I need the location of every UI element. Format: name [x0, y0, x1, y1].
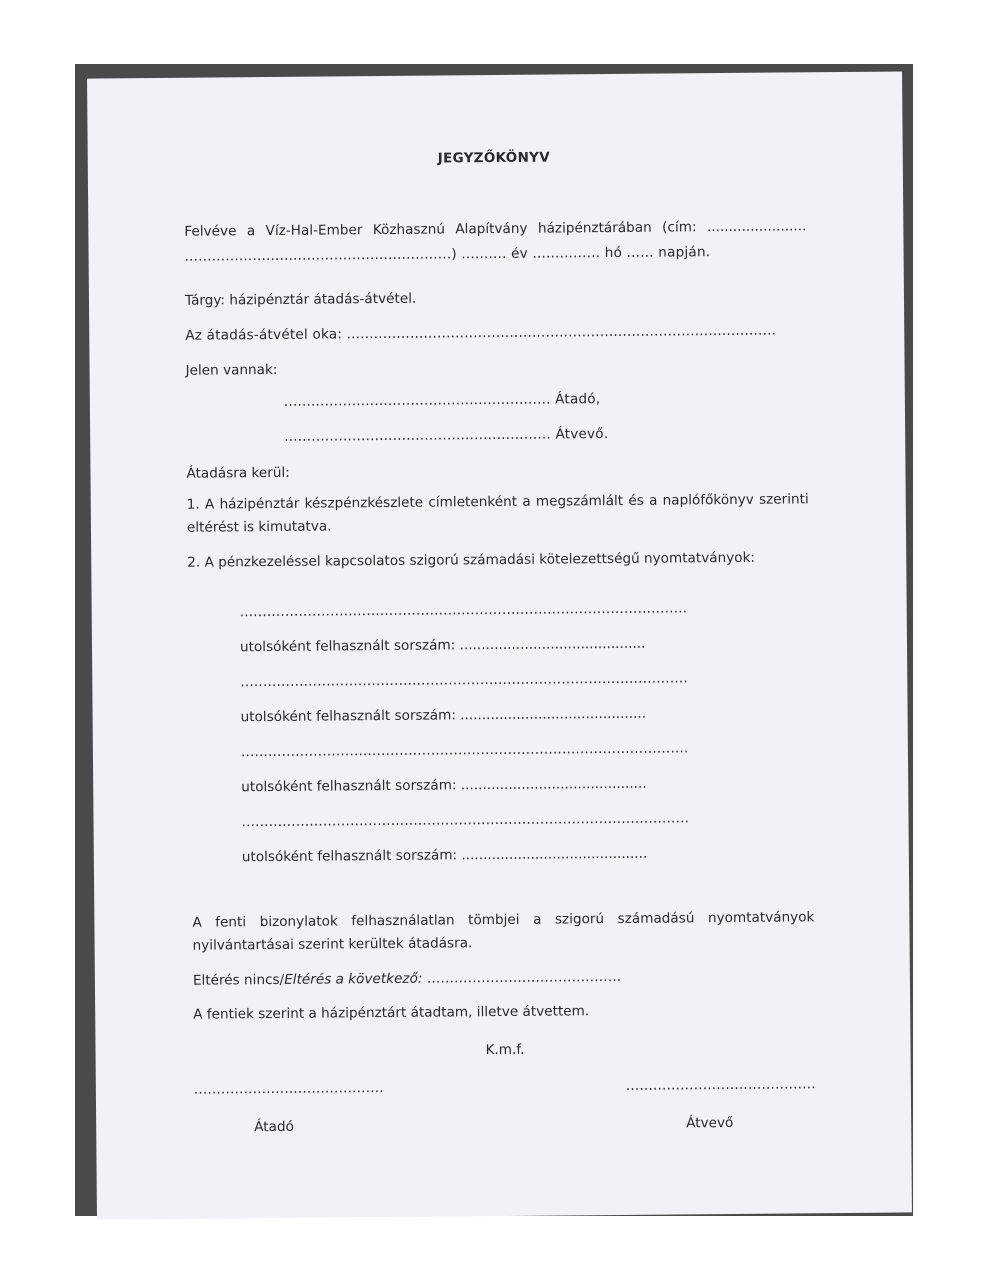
receiver-line: ........................................................... Átvevő. [284, 426, 609, 445]
item-1-line-2: eltérést is kimutatva. [186, 518, 332, 536]
form-entry-serial: utolsóként felhasznált sorszám: ........................................... [240, 705, 647, 726]
form-entry-blank: ................................................................................................... [240, 740, 689, 761]
subject-line: Tárgy: házipénztár átadás-átvétel. [184, 290, 417, 309]
form-entry-blank: ................................................................................................... [241, 810, 690, 831]
form-entry-serial: utolsóként felhasznált sorszám: ........................................... [239, 635, 646, 656]
form-entry-blank: ................................................................................................... [240, 670, 688, 691]
item-1-line-1: 1. A házipénztár készpénzkészlete címletenként a megszámlált és a naplófőkönyv szerinti [186, 491, 809, 513]
closing-line-2: nyilvántartásai szerint kerültek átadásra. [192, 935, 473, 954]
item-2-line: 2. A pénzkezeléssel kapcsolatos szigorú számadási kötelezettségű nyomtatványok: [187, 549, 756, 571]
deviation-dots: ........................................... [422, 968, 622, 987]
final-statement: A fentiek szerint a házipénztárt átadtam, illetve átvettem. [193, 1003, 590, 1023]
kmf-label: K.m.f. [485, 1041, 525, 1059]
form-entry-blank: ................................................................................................... [239, 600, 688, 621]
form-entry-serial: utolsóként felhasznált sorszám: ........................................... [241, 845, 648, 866]
intro-line-2: ...........................................................) .......... év ............... hó ...... napján. [184, 244, 711, 265]
intro-line-1: Felvéve a Víz-Hal-Ember Közhasznú Alapítvány házipénztárában (cím: ....................... [184, 218, 807, 240]
deviation-italic: Eltérés a következő: [284, 970, 423, 988]
signature-left-label: Átadó [254, 1118, 294, 1136]
deviation-line [193, 968, 622, 990]
present-label: Jelen vannak: [185, 361, 278, 379]
giver-line: ........................................................... Átadó, [283, 391, 601, 410]
signature-right-line: .......................................... [625, 1076, 816, 1094]
signature-left-line: .......................................... [193, 1080, 384, 1098]
signature-right-label: Átvevő [686, 1114, 734, 1132]
form-entry-serial: utolsóként felhasznált sorszám: ........................................... [241, 775, 647, 796]
handover-label: Átadásra kerül: [186, 464, 290, 482]
document-page [87, 71, 912, 1219]
document-title: JEGYZŐKÖNYV [437, 149, 551, 167]
closing-line-1: A fenti bizonylatok felhasználatlan tömbjei a szigorú számadású nyomtatványok [192, 909, 815, 931]
reason-line: Az átadás-átvétel oka: ............................................................................................... [185, 322, 777, 344]
deviation-none: Eltérés nincs/ [192, 971, 285, 989]
